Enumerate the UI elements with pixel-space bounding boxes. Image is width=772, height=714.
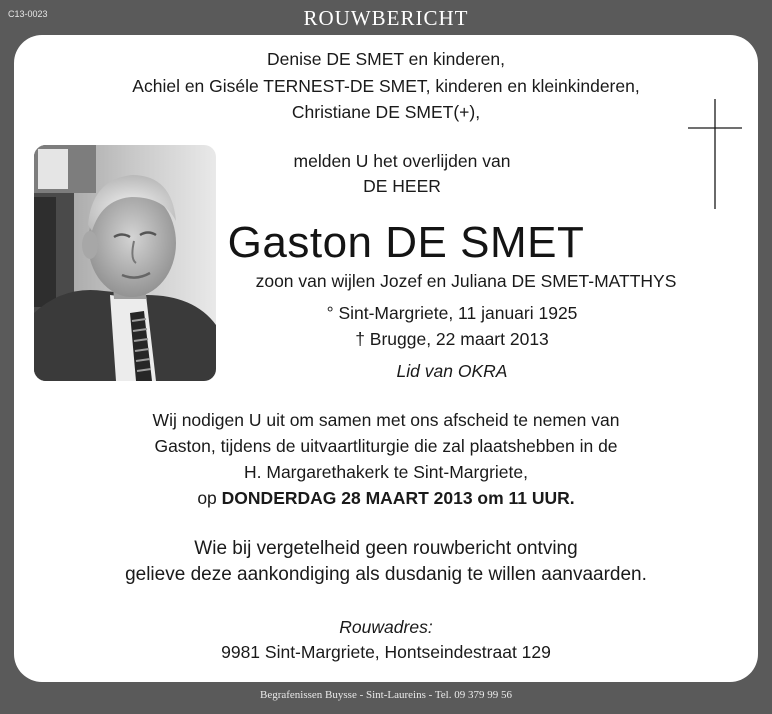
family-line-2: Achiel en Giséle TERNEST-DE SMET, kinderen en kleinkinderen, bbox=[132, 76, 640, 96]
invitation-line-2: Gaston, tijdens de uitvaartliturgie die zal plaatshebben in de bbox=[154, 436, 618, 456]
parents-line: zoon van wijlen Jozef en Juliana DE SMET-MATTHYS bbox=[255, 271, 677, 291]
page-title: ROUWBERICHT bbox=[303, 6, 469, 30]
announce-line-2: DE HEER bbox=[363, 176, 441, 196]
portrait-photo bbox=[34, 145, 216, 381]
cross-icon bbox=[688, 99, 742, 209]
funeral-date-prefix: op bbox=[197, 488, 217, 508]
notice-card bbox=[14, 35, 758, 682]
deceased-name: Gaston DE SMET bbox=[227, 218, 585, 267]
announce-line-1: melden U het overlijden van bbox=[293, 151, 511, 171]
funeral-date: DONDERDAG 28 MAART 2013 om 11 UUR. bbox=[221, 488, 575, 508]
funeral-date-line bbox=[14, 487, 758, 509]
reference-code: C13-0023 bbox=[8, 9, 48, 19]
birth-line: ° Sint-Margriete, 11 januari 1925 bbox=[326, 303, 578, 323]
notice-line-2: gelieve deze aankondiging als dusdanig te willen aanvaarden. bbox=[125, 564, 647, 585]
notice-line-1: Wie bij vergetelheid geen rouwbericht ontving bbox=[194, 538, 578, 559]
funeral-home-footer: Begrafenissen Buysse - Sint-Laureins - Tel. 09 379 99 56 bbox=[260, 689, 512, 701]
membership-line: Lid van OKRA bbox=[396, 361, 508, 381]
invitation-line-1: Wij nodigen U uit om samen met ons afscheid te nemen van bbox=[152, 410, 620, 430]
address-value: 9981 Sint-Margriete, Hontseindestraat 129 bbox=[221, 642, 551, 662]
family-line-1: Denise DE SMET en kinderen, bbox=[267, 49, 505, 69]
invitation-line-3: H. Margarethakerk te Sint-Margriete, bbox=[244, 462, 528, 482]
address-label: Rouwadres: bbox=[339, 617, 433, 637]
family-line-3: Christiane DE SMET(+), bbox=[291, 102, 481, 122]
death-line: † Brugge, 22 maart 2013 bbox=[355, 329, 549, 349]
